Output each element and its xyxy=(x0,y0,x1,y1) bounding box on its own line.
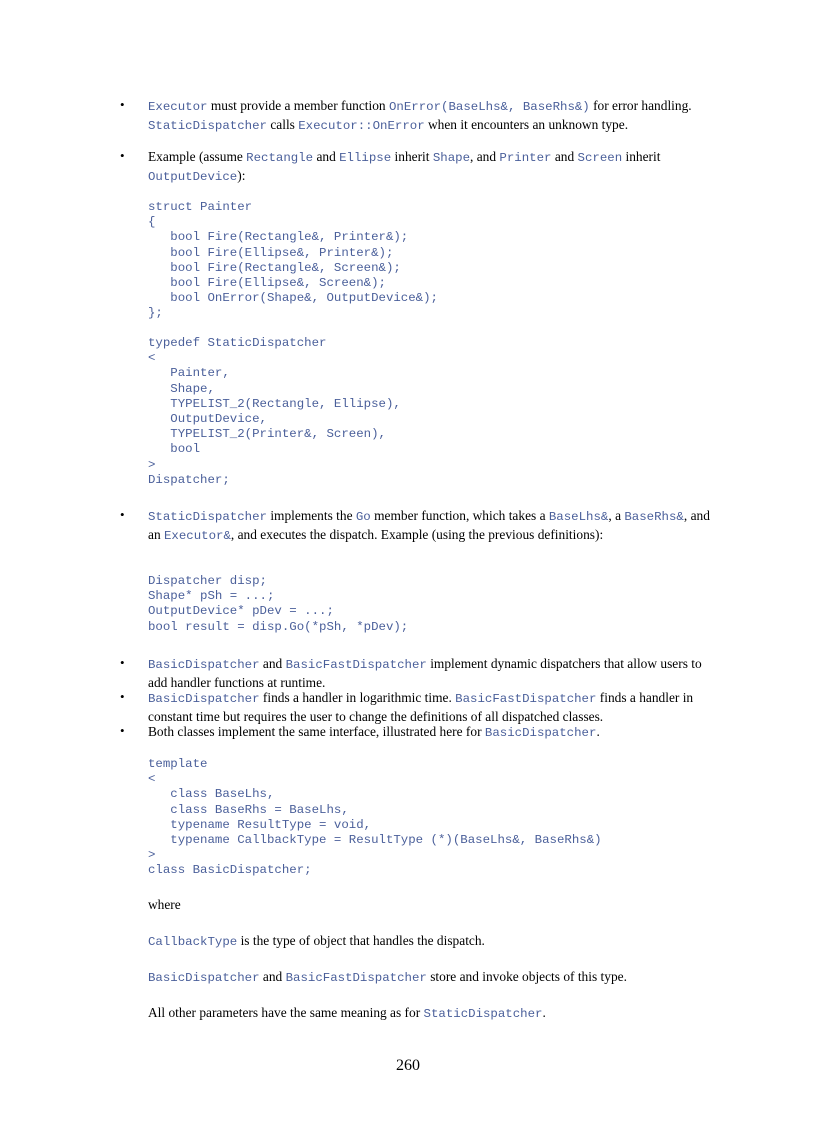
para-other-parameters: All other parameters have the same meaning as for StaticDispatcher. xyxy=(148,1005,546,1021)
bullet-same-interface: Both classes implement the same interface, illustrated here for BasicDispatcher. xyxy=(148,724,600,740)
bullet-executor-onerror: Executor must provide a member function OnError(BaseLhs&, BaseRhs&) for error handling. StaticDispatcher calls Executor::OnError when it encounters an unknown type. xyxy=(148,98,692,133)
code-block-painter: struct Painter { bool Fire(Rectangle&, Printer&); bool Fire(Ellipse&, Printer&); bool Fire(Rectangle&, Screen&); bool Fire(Ellipse&, Screen&); bool OnError(Shape&, OutputDevice&); }; xyxy=(148,200,438,321)
code-block-template: template < class BaseLhs, class BaseRhs = BaseLhs, typename ResultType = void, typename CallbackType = ResultType (*)(BaseLhs&, BaseRhs&) > class BasicDispatcher; xyxy=(148,757,602,878)
bullet-marker: • xyxy=(120,689,125,704)
para-store-invoke: BasicDispatcher and BasicFastDispatcher store and invoke objects of this type. xyxy=(148,969,627,985)
bullet-marker: • xyxy=(120,507,125,522)
para-callbacktype: CallbackType is the type of object that handles the dispatch. xyxy=(148,933,485,949)
page-number: 260 xyxy=(396,1057,420,1074)
bullet-lookup-time: BasicDispatcher finds a handler in logarithmic time. BasicFastDispatcher finds a handler in constant time but requires the user to change the definitions of all dispatched classes. xyxy=(148,690,694,724)
bullet-dynamic-dispatchers: BasicDispatcher and BasicFastDispatcher implement dynamic dispatchers that allow users to add handler functions at runtime. xyxy=(148,656,702,690)
bullet-go-function: StaticDispatcher implements the Go member function, which takes a BaseLhs&, a BaseRhs&, and an Executor&, and executes the dispatch. Example (using the previous definitions): xyxy=(148,508,710,543)
bullet-marker: • xyxy=(120,655,125,670)
para-where: where xyxy=(148,897,181,912)
bullet-marker: • xyxy=(120,148,125,163)
bullet-marker: • xyxy=(120,723,125,738)
bullet-marker: • xyxy=(120,97,125,112)
bullet-example-painter: Example (assume Rectangle and Ellipse inherit Shape, and Printer and Screen inherit OutputDevice): xyxy=(148,149,661,184)
code-block-typedef: typedef StaticDispatcher < Painter, Shape, TYPELIST_2(Rectangle, Ellipse), OutputDevice, TYPELIST_2(Printer&, Screen), bool > Dispatcher; xyxy=(148,336,401,487)
code-block-usage: Dispatcher disp; Shape* pSh = ...; OutputDevice* pDev = ...; bool result = disp.Go(*pSh, *pDev); xyxy=(148,574,409,634)
